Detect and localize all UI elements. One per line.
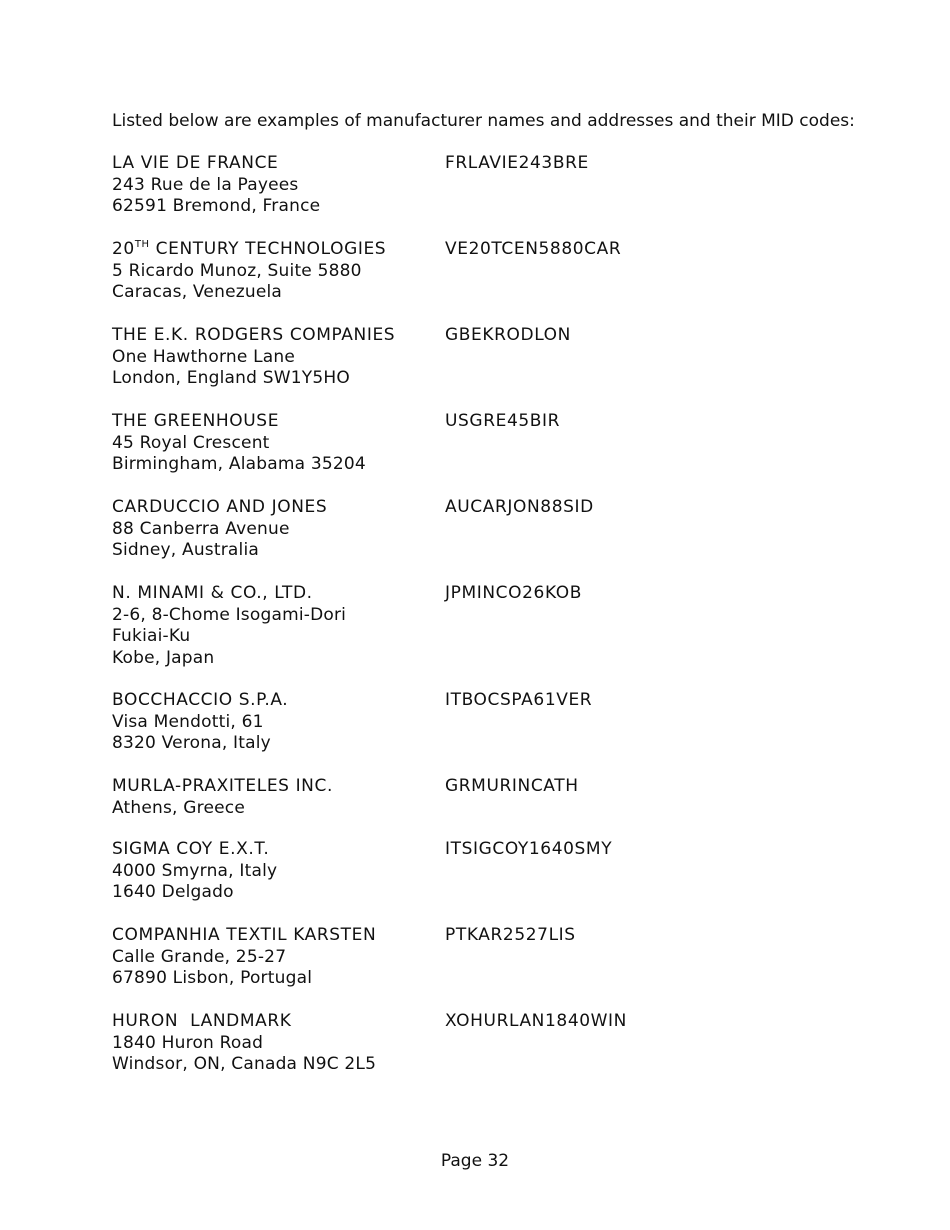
mid-code: JPMINCO26KOB — [445, 583, 583, 603]
manufacturer-entry — [112, 583, 832, 669]
manufacturer-name: CARDUCCIO AND JONES — [112, 497, 328, 517]
address-line: Athens, Greece — [112, 797, 245, 818]
manufacturer-name: HURON LANDMARK — [112, 1011, 292, 1031]
intro-text: Listed below are examples of manufacturer names and addresses and their MID codes: — [112, 111, 855, 131]
address-line: 1640 Delgado — [112, 882, 234, 902]
manufacturer-name — [112, 239, 386, 261]
manufacturer-entry — [112, 839, 832, 904]
mid-code: FRLAVIE243BRE — [445, 153, 589, 173]
address-line: 2-6, 8-Chome Isogami-Dori — [112, 604, 347, 625]
address-line: Caracas, Venezuela — [112, 282, 283, 302]
address-line: 4000 Smyrna, Italy — [112, 860, 278, 881]
mid-code: ITBOCSPA61VER — [445, 690, 593, 710]
address-line: Calle Grande, 25-27 — [112, 946, 287, 967]
manufacturer-entry — [112, 411, 832, 476]
mid-code: GRMURINCATH — [445, 776, 579, 796]
name-prefix: 20 — [112, 239, 135, 259]
address-line: Windsor, ON, Canada N9C 2L5 — [112, 1054, 377, 1074]
manufacturer-name: THE E.K. RODGERS COMPANIES — [112, 325, 396, 345]
address-line: 62591 Bremond, France — [112, 196, 321, 216]
address-line: 88 Canberra Avenue — [112, 518, 290, 539]
address-line: 67890 Lisbon, Portugal — [112, 968, 313, 988]
mid-code: XOHURLAN1840WIN — [445, 1011, 627, 1031]
mid-code: PTKAR2527LIS — [445, 925, 576, 945]
address-line: Kobe, Japan — [112, 647, 215, 668]
manufacturer-entry — [112, 776, 832, 819]
manufacturer-entry — [112, 153, 832, 218]
manufacturer-entry — [112, 239, 832, 304]
mid-code: VE20TCEN5880CAR — [445, 239, 622, 259]
manufacturer-entry — [112, 497, 832, 562]
manufacturer-name: MURLA-PRAXITELES INC. — [112, 776, 333, 796]
address-line: London, England SW1Y5HO — [112, 368, 350, 388]
address-line: Birmingham, Alabama 35204 — [112, 454, 366, 474]
manufacturer-entry — [112, 1011, 832, 1076]
manufacturer-name: BOCCHACCIO S.P.A. — [112, 690, 289, 710]
mid-code: ITSIGCOY1640SMY — [445, 839, 613, 859]
address-line: Fukiai-Ku — [112, 626, 191, 646]
address-line: 8320 Verona, Italy — [112, 733, 271, 753]
mid-code: GBEKRODLON — [445, 325, 571, 345]
address-line: 243 Rue de la Payees — [112, 174, 299, 195]
mid-code: AUCARJON88SID — [445, 497, 594, 517]
manufacturer-name: COMPANHIA TEXTIL KARSTEN — [112, 925, 377, 945]
manufacturer-entry — [112, 925, 832, 990]
address-line: 5 Ricardo Munoz, Suite 5880 — [112, 260, 362, 281]
manufacturer-entry — [112, 690, 832, 755]
manufacturer-name: THE GREENHOUSE — [112, 411, 280, 431]
mid-code: USGRE45BIR — [445, 411, 561, 431]
address-line: Sidney, Australia — [112, 540, 260, 560]
manufacturer-name: LA VIE DE FRANCE — [112, 153, 279, 173]
manufacturer-name: N. MINAMI & CO., LTD. — [112, 583, 313, 603]
manufacturer-entry — [112, 325, 832, 390]
address-line: Visa Mendotti, 61 — [112, 711, 264, 732]
address-line: 45 Royal Crescent — [112, 432, 270, 453]
address-line: One Hawthorne Lane — [112, 346, 296, 367]
name-superscript: TH — [134, 239, 150, 250]
address-line: 1840 Huron Road — [112, 1032, 264, 1053]
name-rest: CENTURY TECHNOLOGIES — [149, 239, 387, 259]
page-number: Page 32 — [440, 1151, 510, 1171]
manufacturer-name: SIGMA COY E.X.T. — [112, 839, 270, 859]
